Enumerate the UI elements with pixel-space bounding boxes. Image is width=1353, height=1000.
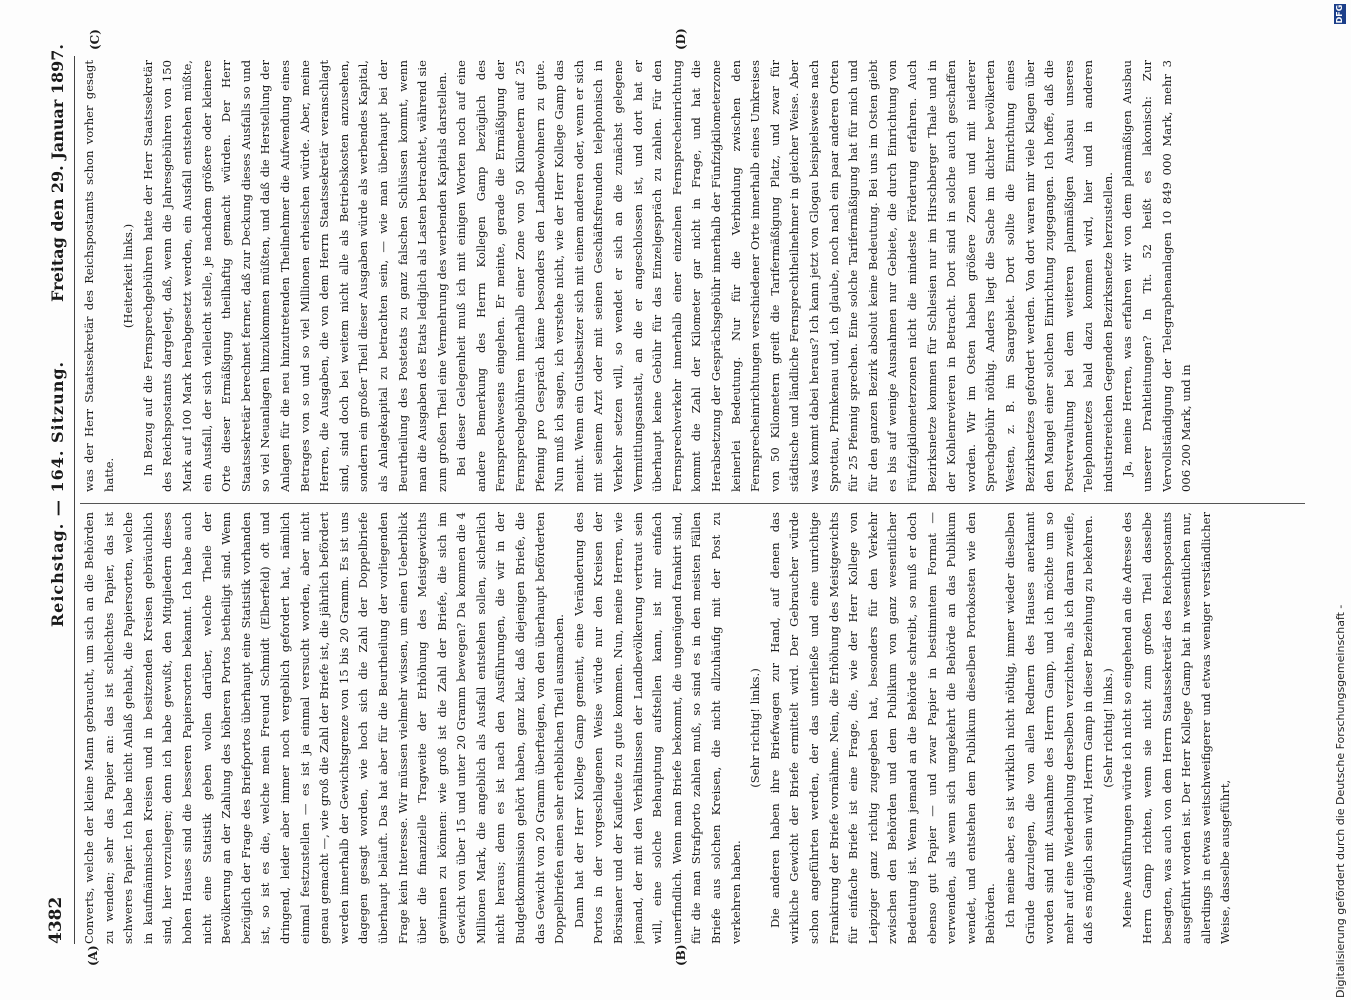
paragraph: (Sehr richtig! links.) [1100, 668, 1115, 788]
paragraph: Ja, meine Herren, was erfahren wir von dem planmäßigen Ausbau unserer Drahtleitungen? In Tit. 52 heißt es lakonisch: Zur Vervollständigung der Telegraphenanlagen 10 849 000 Mark, mehr 3 006 200 Mark, und in [1120, 60, 1194, 492]
paragraph: Die anderen haben ihre Briefwagen zur Hand, auf denen das wirkliche Gewicht der Briefe ermittelt wird. Der Gebraucher würde schon angeführten werden, der das unterließe und eine unrichtige Frankirung der Briefe vornähme. Nein, die Erhöhung des Meistgewichts für einfache Briefe ist eine Frage, die, wie der Herr Kollege von Leipziger ganz richtig zugegeben hat, besonders für den Verkehr zwischen den Behörden und dem Publikum von ganz wesentlicher Bedeutung ist. Wenn jemand an die Behörde schreibt, so muß er doch ebenso gut Papier — und zwar Papier in bestimmtem Format — verwenden, als wenn sich umgekehrt die Behörde an das Publikum wendet, und entstehen dem Publikum dieselben Portokosten wie den Behörden. [767, 512, 998, 944]
paragraph: Ich meine aber, es ist wirklich nicht nöthig, immer wieder dieselben Gründe darzulegen, die von allen Rednern des Hauses anerkannt worden sind mit Ausnahme des Herrn Gamp, und ich möchte um so mehr auf eine Wiederholung derselben verzichten, als ich daran zweifle, daß es möglich sein wird, Herrn Gamp in dieser Beziehung zu bekehren. [1002, 512, 1096, 944]
left-text-column [80, 512, 1320, 944]
page-header [46, 44, 72, 944]
margin-marker-b: (B) [674, 944, 688, 966]
paragraph: Bei dieser Gelegenheit muß ich mit einigen Worten noch auf eine andere Bemerkung des Herrn Kollegen Gamp bezüglich des Fernsprechwesens eingehen. Er meinte, gerade die Ermäßigung der Fernsprechgebühren innerhalb einer Zone von 50 Kilometern auf 25 Pfennig pro Gespräch käme besonders den Landbewohnern zu gute. Nun muß ich sagen, ich verstehe nicht, wie der Herr Kollege Gamp das meint. Wenn ein Gutsbesitzer sich mit einem anderen oder, wenn er sich mit seinem Arzt oder mit seinen Geschäftsfreunden telephonisch in Verkehr setzen will, so wendet er sich an die zunächst gelegene Vermittlungsanstalt, an die er angeschlossen ist, und dort hat er überhaupt keine Gebühr für das Einzelgespräch zu zahlen. Für den Fernsprechverkehr innerhalb einer einzelnen Fernsprecheinrichtung kommt die Zahl der Kilometer gar nicht in Frage, und hat die Herabsetzung der Gesprächsgebühr innerhalb der Fünfzigkilometerzone keinerlei Bedeutung. Nur für die Verbindung zwischen den Fernsprecheinrichtungen verschiedener Orte innerhalb eines Umkreises von 50 Kilometern greift die Tarifermäßigung Platz, und zwar für städtische und ländliche Fernsprechtheilnehmer in gleicher Weise. Aber was kommt dabei heraus? Ich kann jetzt von Glogau beispielsweise nach Sprottau, Primkenau und, ich glaube, noch nach ein paar anderen Orten für 25 Pfennig sprechen. Eine solche Tarifermäßigung hat für mich und für den ganzen Bezirk absolut keine Bedeutung. Bei uns im Osten giebt es bis auf wenige Ausnahmen nur Gebiete, die durch Einrichtung von Fünfzigkilometerzonen nicht die mindeste Förderung erfahren. Auch Bezirksnetze kommen für Schlesien nur im Hirschberger Thale und in der Kohlenrevieren in Betracht. Dort sind in solche auch geschaffen worden. Wir im Osten haben größere Zonen und mit niederer Sprechgebühr nöthig. Anders liegt die Sache im dichter bevölkerten Westen, z. B. im Saargebiet. Dort sollte die Einrichtung eines Bezirksnetzes gefordert werden. Von dort waren mir viele Klagen über den Mangel einer solchen Einrichtung zugegangen. Ich hoffe, daß die Postverwaltung bei dem weiteren planmäßigen Ausbau unseres Telephonnetzes bald dazu kommen wird, hier und in anderen industriereichen Gegenden Bezirksnetze herzustellen. [454, 60, 1115, 492]
margin-marker-a: (A) [86, 945, 100, 966]
header-title: Reichstag. — 164. Sitzung. [48, 360, 67, 628]
paragraph: was der Herr Staatssekretär des Reichspostamts schon vorher gesagt hatte. [82, 60, 116, 492]
header-rule [74, 56, 75, 944]
paragraph: (Heiterkeit links.) [121, 223, 136, 329]
margin-marker-d: (D) [674, 28, 688, 50]
page-number: 4382 [46, 896, 66, 944]
paragraph: (Sehr richtig! links.) [748, 668, 763, 788]
dfg-logo: DFG [1335, 4, 1344, 24]
right-text-column [80, 60, 1320, 492]
margin-marker-c: (C) [88, 29, 102, 50]
footer-text: Digitalisierung gefördert durch die Deutsche Forschungsgemeinschaft - [1334, 604, 1347, 998]
header-date: Freitag den 29. Januar 1897. [48, 44, 67, 302]
column-divider [80, 503, 1305, 504]
paragraph: Converts, welche der kleine Mann gebraucht, um sich an die Behörden zu wenden; sehr das Papier an: das ist schlechtes Papier, das ist schweres Papier. Ich habe nicht Anlaß gehabt, die Papiersorten, welche in kaufmännischen Kreisen und in besitzenden Kreisen gebräuchlich sind, hier vorzulegen; denn ich habe gewußt, den Mitgliedern dieses hohen Hauses sind die besseren Papiersorten bekannt. Ich habe auch nicht eine Statistik geben wollen darüber, welche Theile der Bevölkerung an der Zahlung des höheren Portos betheiligt sind. Wenn bezüglich der Frage des Briefportos überhaupt eine Statistik vorhanden ist, so ist es die, welche mein Freund Schmidt (Elberfeld) oft und dringend, leider aber immer noch vergeblich gefordert hat, nämlich einmal festzustellen — es ist ja einmal versucht worden, aber nicht genau gemacht —, wie groß die Zahl der Briefe ist, die jährlich befördert werden innerhalb der Gewichtsgrenze von 15 bis 20 Gramm. Es ist uns dagegen gesagt worden, wie hoch sich die Zahl der Doppelbriefe überhaupt beläuft. Das hat aber für die Beurtheilung der vorliegenden Frage kein Interesse. Wir müssen vielmehr wissen, um einen Ueberblick über die finanzielle Tragweite der Erhöhung des Meistgewichts gewinnen zu können: wie groß ist die Zahl der Briefe, die sich im Gewicht von über 15 und unter 20 Gramm bewegen? Da kommen die 4 Millionen Mark, die angeblich als Ausfall entstehen sollen, sicherlich nicht heraus; denn es ist nach den Ausführungen, die wir in der Budgetkommission gehört haben, ganz klar, daß diejenigen Briefe, die das Gewicht von 20 Gramm überfteigen, von den überhaupt beförderten Doppelbriefen einen sehr erheblichen Theil ausmachen. [82, 512, 567, 944]
digitization-footer [1334, 0, 1348, 1000]
paragraph: In Bezug auf die Fernsprechgebühren hatte der Herr Staatssekretär des Reichspostamts dargelegt, daß, wenn die Jahresgebühren von 150 Mark auf 100 Mark herabgesetzt werden, ein Ausfall entstehen müßte, ein Ausfall, der sich vielleicht stelle, je nachdem größere oder kleinere Orte dieser Ermäßigung theilhaftig gemacht würden. Der Herr Staatssekretär berechnet ferner, daß zur Deckung dieses Ausfalls so und so viel Neuanlagen hinzukommen müßten, und daß die Herstellung der Anlagen für die neu hinzutretenden Theilnehmer die Aufwendung eines Betrages von so und so viel Millionen erheischen würde. Aber, meine Herren, die Ausgaben, die von dem Herrn Staatssekretär veranschlagt sind, sind doch bei weitem nicht alle als Betriebskosten anzusehen, sondern ein großer Theil dieser Ausgaben würde als werbendes Kapital, als Anlagekapital zu betrachten sein, — wie man überhaupt bei der Beurtheilung des Postetats zu ganz falschen Schlüssen kommt, wenn man die Ausgaben des Etats lediglich als Lasten betrachtet, während sie zum großen Theil eine Vermehrung des werbenden Kapitals darstellen. [140, 60, 449, 492]
paragraph: Dann hat der Herr Kollege Gamp gemeint, eine Veränderung des Portos in der vorgeschlagenen Weise würde nur den Kreisen der Börsianer und der Kaufleute zu gute kommen. Nun, meine Herren, wie jemand, der mit den Verhältnissen der Landbevölkerung vertraut sein will, eine solche Behauptung aufstellen kann, ist mir einfach unerfindlich. Wenn man Briefe bekommt, die ungenügend frankirt sind, für die man Strafporto zahlen muß, so sind es in den meisten Fällen Briefe aus solchen Kreisen, die nicht allzuhäufig mit der Post zu verkehren haben. [571, 512, 743, 944]
paragraph: Meine Ausführungen würde ich nicht so eingehend an die Adresse des Herrn Gamp richten, wenn sie nicht zum großen Theil dasselbe besagten, was auch von dem Herrn Staatssekretär des Reichspostamts ausgeführt worden ist. Der Herr Kollege Gamp hat in wesentlichen nur, allerdings in etwas weitschweifigerer und etwas weniger verständlicher Weise, dasselbe ausgeführt, [1120, 512, 1233, 944]
